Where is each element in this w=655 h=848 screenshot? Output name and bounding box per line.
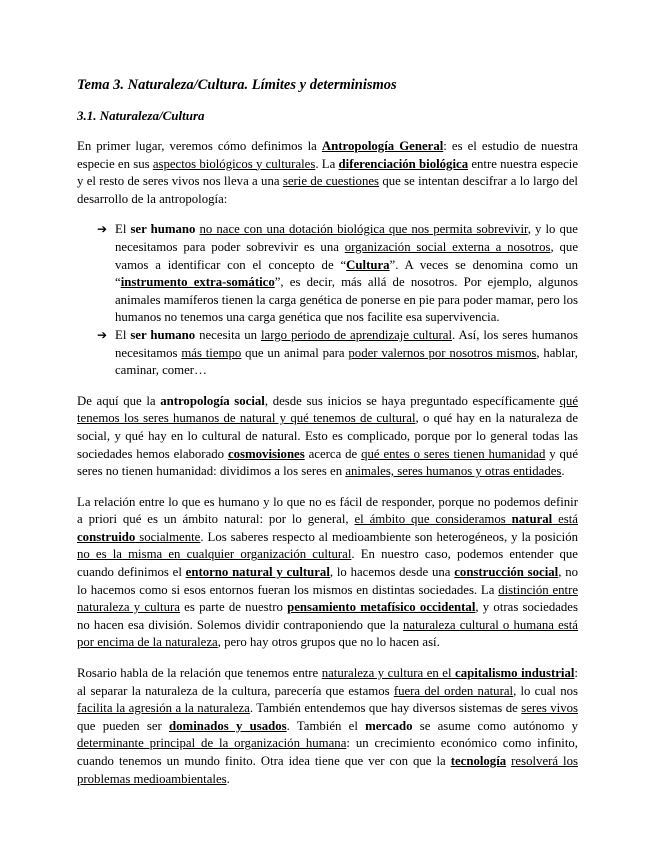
underlined-text: facilita la agresión a la naturaleza — [77, 701, 250, 716]
text-run: . Los saberes respecto al medioambiente son heterogéneos, y la posición — [200, 529, 578, 544]
key-term: construcción social — [454, 565, 559, 580]
text-run: que un animal para — [241, 345, 349, 360]
text-run: En primer lugar, veremos cómo definimos la — [77, 139, 322, 153]
page-title: Tema 3. Naturaleza/Cultura. Límites y determinismos — [77, 77, 397, 93]
text-run: . — [561, 464, 565, 479]
text-run: . La — [315, 156, 339, 171]
bold-term: antropología social — [160, 393, 265, 408]
underlined-text: largo periodo de aprendizaje cultural — [261, 327, 453, 342]
text-run: El — [115, 222, 131, 237]
text-run: : al separar la naturaleza de la cultura, parecería que estamos — [77, 666, 578, 698]
text-run: , desde sus inicios se haya preguntado específicamente — [264, 393, 560, 408]
text-run: , no lo hacemos como si esos entornos fueran los mismos en distintas sociedades. La — [77, 565, 578, 597]
underlined-text: qué entes o seres tienen humanidad — [361, 446, 546, 461]
arrow-bullet-icon: ➔ — [97, 327, 108, 342]
key-term: tecnología — [450, 754, 507, 768]
underlined-text: poder valernos por nosotros mismos — [348, 345, 537, 360]
text-run: . En nuestro caso, podemos entender que cuando definimos el — [77, 547, 578, 580]
text-run: , hablar, caminar, comer… — [115, 345, 578, 378]
key-term: capitalismo industrial — [455, 666, 575, 681]
underlined-text: más tiempo — [181, 345, 242, 360]
key-term: natural — [511, 512, 553, 527]
underlined-text: socialmente — [135, 529, 201, 544]
text-run: que pueden ser — [77, 718, 170, 733]
key-term: diferenciación biológica — [338, 156, 469, 171]
key-term: entorno natural y cultural — [185, 565, 330, 580]
key-term: instrumento extra-somático — [120, 275, 275, 290]
key-term: construido — [77, 529, 136, 544]
bullet-list — [77, 221, 578, 379]
bold-term: ser humano — [130, 222, 196, 237]
underlined-text: no nace con una dotación biológica que nos permita sobrevivir — [199, 222, 528, 237]
underlined-text: seres vivos — [521, 701, 579, 716]
text-run: es parte de nuestro — [179, 600, 288, 615]
text-run: , lo hacemos desde una — [329, 565, 455, 580]
text-run: . También el — [286, 718, 366, 733]
text-run: que se intentan descifrar a lo largo del desarrollo de la antropología: — [77, 174, 578, 206]
text-run: necesita un — [195, 327, 261, 342]
text-run: y qué seres no tienen humanidad: dividimos a los seres en — [77, 446, 579, 479]
text-run: Rosario habla de la relación que tenemos entre — [77, 666, 322, 681]
underlined-text: organización social externa a nosotros — [344, 239, 551, 254]
underlined-text: serie de cuestiones — [282, 174, 380, 189]
key-term: Antropología General — [321, 139, 444, 153]
text-run: ”, es decir, más allá de nosotros. Por ejemplo, algunos animales mamíferos tienen la carga genética de ponerse en pie para poder mamar, pero los humanos no tenemos una carga genética que nos facilite esa supervivencia. — [115, 275, 578, 325]
text-run: , y otras sociedades no hacen esa división. Solemos dividir contraponiendo que la — [77, 600, 578, 632]
paragraph-intro — [77, 138, 578, 208]
underlined-text: naturaleza cultural o humana está por encima de la naturaleza — [77, 617, 578, 650]
text-run: . Así, los seres humanos necesitamos — [115, 327, 578, 360]
text-run: , lo cual nos — [513, 683, 578, 698]
bullet-item — [77, 327, 578, 380]
key-term: dominados y usados — [169, 718, 287, 733]
underlined-text: fuera del orden natural — [393, 683, 514, 698]
text-run: La relación entre lo que es humano y lo que no es fácil de responder, porque no podemos definir a priori qué es un ámbito natural: por lo general, — [77, 494, 578, 527]
text-run: se asume como autónomo y — [412, 718, 579, 733]
text-run: , pero hay otros grupos que no lo hacen así. — [217, 635, 440, 650]
underlined-text: distinción entre naturaleza y cultura — [77, 582, 579, 615]
text-run: . — [226, 771, 230, 786]
bold-term: ser humano — [130, 327, 196, 342]
section-title: 3.1. Naturaleza/Cultura — [77, 108, 205, 123]
arrow-bullet-icon: ➔ — [97, 222, 108, 237]
underlined-text: no es la misma en cualquier organización cultural — [77, 547, 352, 562]
underlined-text: aspectos biológicos y culturales — [152, 156, 316, 171]
text-run: : un crecimiento económico como infinito, cuando tenemos un mundo finito. Otra idea tiene que ver con que la — [77, 736, 578, 768]
key-term: Cultura — [346, 257, 390, 272]
text-run: , y lo que necesitamos para poder sobrevivir es una — [115, 222, 578, 254]
bullet-item — [77, 221, 578, 327]
document-page — [77, 76, 578, 801]
underlined-text: resolverá los problemas medioambientales — [77, 754, 578, 786]
text-run: acerca de — [304, 446, 362, 461]
paragraph-relacion-humano — [77, 494, 578, 652]
underlined-text: animales, seres humanos y otras entidades — [345, 464, 562, 479]
key-term: cosmovisiones — [227, 446, 305, 461]
underlined-text: está — [552, 512, 578, 527]
text-run: , que vamos a identificar con el concepto de “ — [115, 239, 578, 272]
text-run: entre nuestra especie y el resto de seres vivos nos lleva a una — [77, 156, 578, 189]
text-run: El — [115, 327, 131, 342]
bold-term: mercado — [365, 718, 413, 733]
bullet-text — [115, 222, 578, 324]
text-run: . También entendemos que hay diversos sistemas de — [249, 701, 522, 716]
underlined-text: el ámbito que consideramos — [354, 512, 512, 527]
underlined-text: naturaleza y cultura en el — [321, 666, 456, 681]
text-run: ”. A veces se denomina como un “ — [115, 257, 578, 290]
paragraph-antropologia-social — [77, 393, 578, 481]
bullet-text — [115, 328, 578, 377]
underlined-text: qué tenemos los seres humanos de natural y qué tenemos de cultural — [77, 393, 579, 426]
paragraph-capitalismo — [77, 665, 578, 788]
underlined-text: determinante principal de la organización humana — [77, 736, 347, 751]
text-run: : es el estudio de nuestra especie en sus — [77, 139, 578, 171]
key-term: pensamiento metafísico occidental — [287, 600, 476, 615]
text-run: De aquí que la — [77, 393, 161, 408]
text-run: , o qué hay en la naturaleza de social, y qué hay en lo cultural de natural. Esto es complicado, porque por lo general todas las sociedades hemos elaborado — [77, 411, 578, 461]
